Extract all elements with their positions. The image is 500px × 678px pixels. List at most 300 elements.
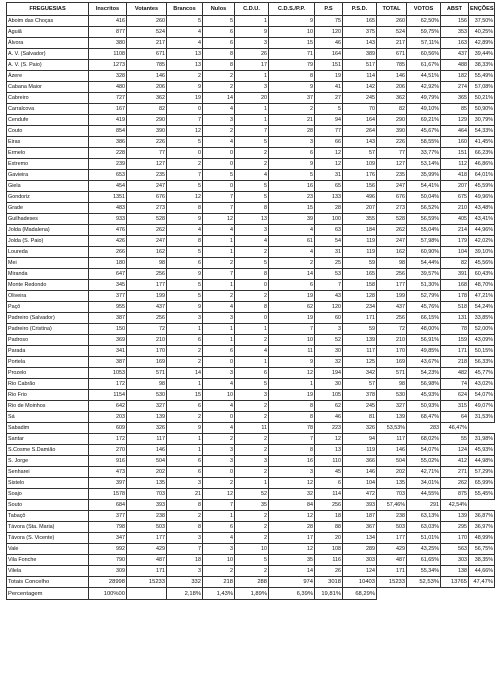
value-cell: 530 (377, 390, 407, 401)
value-cell: 504 (377, 456, 407, 467)
value-cell: 48,00% (407, 324, 441, 335)
value-cell: 98 (377, 379, 407, 390)
value-cell: 266 (89, 247, 127, 258)
column-header: C.D.U. (235, 3, 269, 16)
total-value-cell: 15233 (377, 577, 407, 588)
value-cell: 60 (315, 313, 343, 324)
value-cell: 260 (377, 16, 407, 27)
parish-name-cell: Extremo (7, 159, 89, 170)
value-cell: 135 (377, 478, 407, 489)
value-cell: 139 (127, 412, 167, 423)
value-cell: 178 (441, 291, 469, 302)
value-cell: 94 (343, 434, 377, 445)
value-cell: 45,67% (407, 126, 441, 137)
value-cell: 5 (167, 247, 203, 258)
value-cell: 390 (127, 126, 167, 137)
value-cell: 7 (203, 203, 235, 214)
value-cell: 139 (377, 412, 407, 423)
value-cell: 483 (89, 203, 127, 214)
value-cell: 524 (377, 27, 407, 38)
value-cell: 854 (89, 126, 127, 137)
value-cell: 3 (203, 544, 235, 555)
parish-name-cell: Tabaçô (7, 511, 89, 522)
value-cell: 62 (315, 401, 343, 412)
value-cell: 418 (441, 170, 469, 181)
value-cell: 117 (127, 434, 167, 445)
value-cell: 14 (269, 566, 315, 577)
column-header: Votantes (127, 3, 167, 16)
value-cell: 44,55% (407, 489, 441, 500)
value-cell: 55,34% (407, 566, 441, 577)
value-cell: 3 (167, 313, 203, 324)
value-cell: 176 (343, 170, 377, 181)
value-cell: 245 (343, 93, 377, 104)
total-value-cell: 288 (235, 577, 269, 588)
value-cell: 3 (167, 533, 203, 544)
value-cell: 45,93% (469, 445, 495, 456)
value-cell: 55,04% (407, 225, 441, 236)
value-cell: 9 (269, 82, 315, 93)
parish-name-cell: Grade (7, 203, 89, 214)
value-cell: 342 (343, 368, 377, 379)
table-row (7, 335, 495, 346)
value-cell: 165 (343, 16, 377, 27)
value-cell: 66 (315, 137, 343, 148)
value-cell: 0 (235, 280, 269, 291)
value-cell: 53,14% (407, 159, 441, 170)
value-cell: 3 (235, 390, 269, 401)
percentage-value-cell (469, 588, 495, 600)
value-cell: 21 (269, 115, 315, 126)
value-cell: 46,86% (469, 159, 495, 170)
value-cell: 4 (203, 137, 235, 148)
value-cell: 158 (343, 280, 377, 291)
value-cell: 66,23% (469, 148, 495, 159)
value-cell: 44,96% (469, 225, 495, 236)
value-cell: 85 (441, 104, 469, 115)
value-cell: 18 (315, 511, 343, 522)
value-cell: 9 (167, 269, 203, 280)
value-cell: 3 (167, 566, 203, 577)
value-cell: 12 (203, 214, 235, 225)
value-cell: 4 (235, 346, 269, 357)
value-cell: 727 (89, 93, 127, 104)
value-cell: 5 (235, 379, 269, 390)
value-cell: 15 (269, 38, 315, 49)
parish-name-cell: Sistelo (7, 478, 89, 489)
value-cell: 11 (235, 423, 269, 434)
value-cell: 0 (203, 181, 235, 192)
value-cell: 2 (235, 522, 269, 533)
value-cell: 150 (89, 324, 127, 335)
value-cell: 56,98% (407, 379, 441, 390)
parish-name-cell: Santar (7, 434, 89, 445)
value-cell: 199 (127, 291, 167, 302)
value-cell: 162 (377, 247, 407, 258)
table-row (7, 280, 495, 291)
percentage-value-cell: 1,43% (203, 588, 235, 600)
value-cell: 139 (441, 511, 469, 522)
value-cell: 386 (89, 137, 127, 148)
table-row (7, 104, 495, 115)
value-cell: 146 (127, 445, 167, 456)
value-cell: 2 (235, 434, 269, 445)
total-value-cell: 332 (167, 577, 203, 588)
value-cell: 12 (315, 434, 343, 445)
value-cell: 35 (269, 555, 315, 566)
value-cell: 18 (167, 555, 203, 566)
table-row (7, 456, 495, 467)
value-cell: 4 (203, 401, 235, 412)
table-row (7, 434, 495, 445)
value-cell: 1 (167, 445, 203, 456)
value-cell: 309 (89, 566, 127, 577)
value-cell: 703 (127, 489, 167, 500)
table-row (7, 291, 495, 302)
percentage-row (7, 588, 495, 600)
value-cell: 82 (441, 258, 469, 269)
value-cell: 52 (315, 335, 343, 346)
value-cell: 609 (89, 423, 127, 434)
value-cell: 164 (343, 115, 377, 126)
value-cell: 571 (377, 368, 407, 379)
value-cell: 482 (441, 368, 469, 379)
value-cell: 290 (127, 115, 167, 126)
value-cell: 45,76% (407, 302, 441, 313)
total-value-cell: 218 (203, 577, 235, 588)
column-header: Nulos (203, 3, 235, 16)
value-cell: 7 (167, 544, 203, 555)
value-cell: 262 (377, 225, 407, 236)
percentage-value-cell (441, 588, 469, 600)
value-cell: 66,15% (407, 313, 441, 324)
column-header: ENÇÕES (469, 3, 495, 16)
column-header: FREGUESIAS (7, 3, 89, 16)
value-cell: 52 (235, 489, 269, 500)
value-cell: 20 (235, 93, 269, 104)
value-cell: 88 (315, 522, 343, 533)
value-cell: 429 (377, 544, 407, 555)
value-cell: 2 (167, 346, 203, 357)
value-cell: 108 (315, 544, 343, 555)
parish-name-cell: S.Cosme S.Damião (7, 445, 89, 456)
value-cell: 2 (235, 247, 269, 258)
value-cell: 642 (89, 401, 127, 412)
results-sheet (6, 2, 494, 676)
value-cell: 2 (203, 82, 235, 93)
value-cell: 17 (269, 533, 315, 544)
value-cell: 94 (315, 115, 343, 126)
value-cell: 2 (203, 566, 235, 577)
value-cell: 2 (167, 159, 203, 170)
value-cell: 1 (203, 280, 235, 291)
value-cell: 46,47% (441, 423, 469, 434)
value-cell: 256 (127, 269, 167, 280)
percentage-value-cell: 19,81% (315, 588, 343, 600)
value-cell: 5 (167, 16, 203, 27)
table-row (7, 170, 495, 181)
value-cell: 8 (167, 236, 203, 247)
value-cell: 365 (441, 93, 469, 104)
value-cell: 77 (377, 148, 407, 159)
value-cell: 151 (315, 60, 343, 71)
value-cell: 6 (203, 346, 235, 357)
parish-name-cell: Souto (7, 500, 89, 511)
table-row (7, 214, 495, 225)
value-cell: 172 (89, 379, 127, 390)
value-cell: 247 (127, 236, 167, 247)
value-cell: 43,41% (469, 214, 495, 225)
value-cell: 114 (315, 489, 343, 500)
value-cell: 8 (269, 401, 315, 412)
parish-name-cell: Sá (7, 412, 89, 423)
value-cell: 13 (167, 60, 203, 71)
column-header: P.S.D. (343, 3, 377, 16)
value-cell: 210 (377, 335, 407, 346)
value-cell: 2 (269, 104, 315, 115)
percentage-value-cell: 1,89% (235, 588, 269, 600)
value-cell: 270 (89, 445, 127, 456)
value-cell: 84 (269, 500, 315, 511)
value-cell: 54,41% (407, 181, 441, 192)
parish-name-cell: Paçô (7, 302, 89, 313)
table-row (7, 60, 495, 71)
table-row (7, 247, 495, 258)
parish-name-cell: Portela (7, 357, 89, 368)
value-cell: 210 (127, 335, 167, 346)
value-cell: 256 (127, 313, 167, 324)
table-row (7, 192, 495, 203)
value-cell: 5 (203, 170, 235, 181)
value-cell: 397 (89, 478, 127, 489)
parish-name-cell: Oliveira (7, 291, 89, 302)
value-cell: 262 (441, 478, 469, 489)
value-cell: 30 (315, 379, 343, 390)
value-cell: 7 (235, 126, 269, 137)
value-cell: 0 (235, 313, 269, 324)
value-cell: 8 (203, 49, 235, 60)
value-cell: 2 (203, 434, 235, 445)
value-cell: 146 (343, 467, 377, 478)
value-cell: 228 (89, 148, 127, 159)
totals-row (7, 577, 495, 588)
value-cell: 60,56% (407, 49, 441, 60)
value-cell: 9 (167, 214, 203, 225)
value-cell: 54,33% (469, 126, 495, 137)
value-cell: 42,54% (441, 500, 469, 511)
value-cell: 117 (377, 434, 407, 445)
value-cell: 133 (315, 192, 343, 203)
value-cell: 245 (343, 401, 377, 412)
value-cell: 4 (203, 379, 235, 390)
value-cell: 16 (269, 456, 315, 467)
value-cell: 992 (89, 544, 127, 555)
value-cell: 75 (315, 16, 343, 27)
value-cell: 2 (235, 401, 269, 412)
value-cell: 798 (89, 522, 127, 533)
value-cell: 480 (89, 82, 127, 93)
totals-label: Totais Concelho (7, 577, 89, 588)
value-cell: 2 (235, 159, 269, 170)
value-cell: 100 (315, 214, 343, 225)
value-cell: 57,29% (469, 467, 495, 478)
value-cell: 51,01% (407, 533, 441, 544)
value-cell: 14 (203, 93, 235, 104)
value-cell: 156 (343, 181, 377, 192)
value-cell: 57,08% (469, 82, 495, 93)
value-cell: 20 (315, 533, 343, 544)
value-cell: 48,99% (469, 533, 495, 544)
value-cell: 50,15% (469, 346, 495, 357)
value-cell: 105 (315, 390, 343, 401)
value-cell: 12 (269, 478, 315, 489)
value-cell: 247 (127, 181, 167, 192)
value-cell: 2 (235, 335, 269, 346)
value-cell: 207 (343, 203, 377, 214)
total-value-cell: 52,53% (407, 577, 441, 588)
table-row (7, 181, 495, 192)
value-cell: 218 (441, 357, 469, 368)
table-row (7, 225, 495, 236)
value-cell: 143 (343, 137, 377, 148)
value-cell: 35 (235, 500, 269, 511)
value-cell: 518 (441, 302, 469, 313)
value-cell: 256 (377, 313, 407, 324)
value-cell: 56,52% (407, 203, 441, 214)
value-cell: 5 (203, 16, 235, 27)
value-cell: 104 (441, 247, 469, 258)
value-cell: 1 (269, 379, 315, 390)
value-cell: 68,47% (407, 412, 441, 423)
value-cell: 202 (127, 467, 167, 478)
value-cell: 6 (203, 38, 235, 49)
parish-name-cell: Rio Cabrão (7, 379, 89, 390)
value-cell: 12 (315, 159, 343, 170)
table-row (7, 302, 495, 313)
value-cell: 194 (315, 368, 343, 379)
header-row (7, 3, 495, 16)
value-cell: 59 (343, 258, 377, 269)
parish-name-cell: Guilhadeses (7, 214, 89, 225)
value-cell: 131 (441, 313, 469, 324)
value-cell: 98 (127, 379, 167, 390)
value-cell: 48,70% (469, 280, 495, 291)
value-cell: 528 (127, 214, 167, 225)
value-cell: 53,53% (377, 423, 407, 434)
value-cell: 52,79% (407, 291, 441, 302)
value-cell: 138 (441, 566, 469, 577)
value-cell: 437 (127, 302, 167, 313)
value-cell: 345 (89, 280, 127, 291)
value-cell: 1 (203, 335, 235, 346)
value-cell: 8 (167, 500, 203, 511)
value-cell: 56,33% (469, 357, 495, 368)
value-cell: 6 (269, 280, 315, 291)
value-cell: 653 (89, 170, 127, 181)
value-cell: 785 (127, 60, 167, 71)
table-row (7, 390, 495, 401)
parish-name-cell: Padroso (7, 335, 89, 346)
value-cell: 15 (269, 203, 315, 214)
value-cell: 3 (235, 38, 269, 49)
value-cell: 179 (441, 236, 469, 247)
parish-name-cell: Giela (7, 181, 89, 192)
parish-name-cell: Mei (7, 258, 89, 269)
value-cell: 172 (89, 434, 127, 445)
parish-name-cell: Vila Fonche (7, 555, 89, 566)
percentage-value-cell: 68,29% (343, 588, 377, 600)
value-cell: 9 (269, 159, 315, 170)
value-cell: 49,85% (407, 346, 441, 357)
value-cell: 7 (167, 170, 203, 181)
value-cell: 45,56% (469, 258, 495, 269)
value-cell: 273 (377, 203, 407, 214)
table-row (7, 500, 495, 511)
value-cell: 429 (127, 544, 167, 555)
value-cell: 5 (315, 104, 343, 115)
table-row (7, 93, 495, 104)
value-cell: 34,01% (407, 478, 441, 489)
value-cell: 13 (235, 214, 269, 225)
table-row (7, 401, 495, 412)
value-cell: 199 (377, 291, 407, 302)
value-cell: 41 (315, 82, 343, 93)
value-cell: 271 (441, 467, 469, 478)
value-cell: 380 (89, 38, 127, 49)
parish-name-cell: Jolda (S. Paio) (7, 236, 89, 247)
value-cell: 256 (315, 500, 343, 511)
total-value-cell: 13765 (441, 577, 469, 588)
value-cell: 916 (89, 456, 127, 467)
value-cell: 6 (269, 148, 315, 159)
value-cell: 63,13% (407, 511, 441, 522)
parish-name-cell: Padreiro (Salvador) (7, 313, 89, 324)
value-cell: 15 (167, 390, 203, 401)
value-cell: 274 (441, 82, 469, 93)
value-cell: 328 (89, 71, 127, 82)
value-cell: 54,24% (469, 302, 495, 313)
value-cell: 426 (89, 236, 127, 247)
value-cell: 1 (235, 357, 269, 368)
value-cell: 387 (89, 357, 127, 368)
value-cell: 177 (377, 280, 407, 291)
value-cell: 1 (203, 247, 235, 258)
value-cell: 82 (127, 104, 167, 115)
value-cell: 146 (127, 71, 167, 82)
value-cell: 19 (167, 93, 203, 104)
table-row (7, 533, 495, 544)
value-cell: 0 (203, 159, 235, 170)
value-cell: 7 (167, 115, 203, 126)
column-header: VOTOS (407, 3, 441, 16)
value-cell: 184 (343, 225, 377, 236)
value-cell: 12 (315, 148, 343, 159)
value-cell: 2 (235, 445, 269, 456)
value-cell: 146 (377, 445, 407, 456)
value-cell: 6 (167, 401, 203, 412)
percentage-value-cell (127, 588, 167, 600)
table-row (7, 148, 495, 159)
table-row (7, 346, 495, 357)
parish-name-cell: Parada (7, 346, 89, 357)
value-cell: 46 (315, 412, 343, 423)
parish-name-cell: Loureda (7, 247, 89, 258)
value-cell: 51,30% (407, 280, 441, 291)
value-cell: 134 (343, 533, 377, 544)
value-cell: 10 (203, 390, 235, 401)
value-cell: 163 (441, 38, 469, 49)
value-cell: 206 (377, 82, 407, 93)
